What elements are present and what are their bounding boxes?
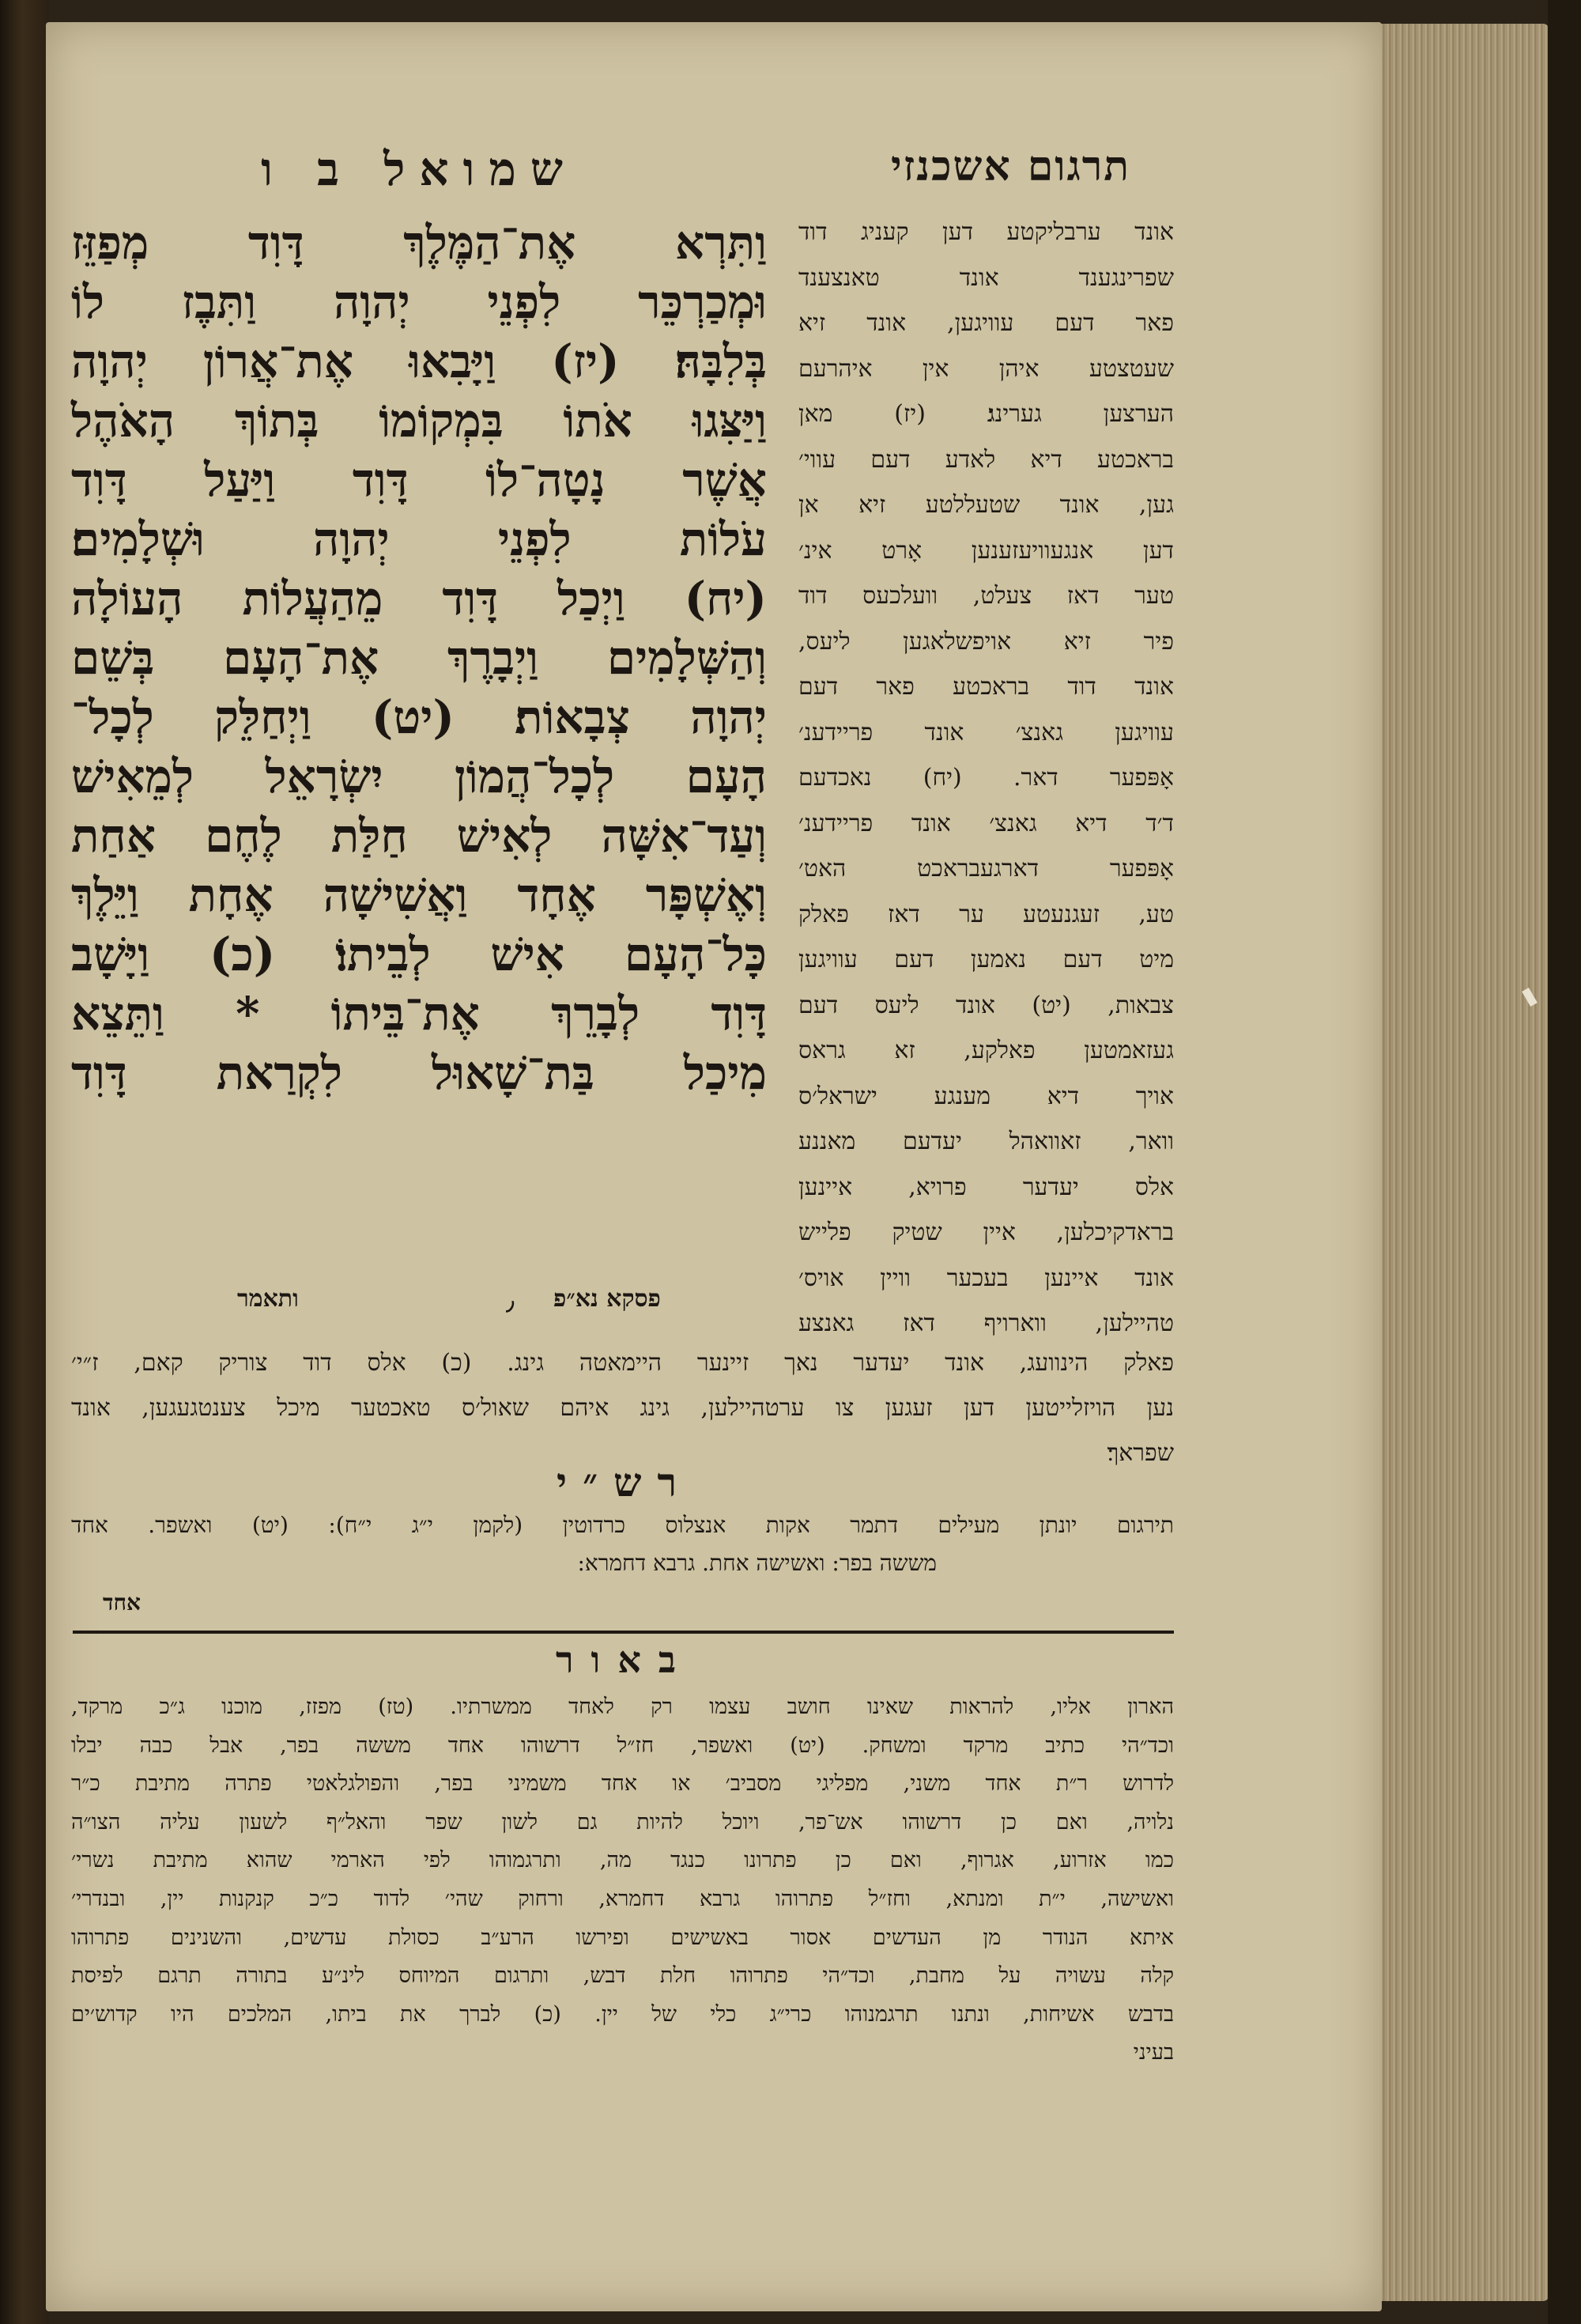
rashi-line: מששה בפר: ואשישה אחת. גרבא דחמרא: xyxy=(577,1550,937,1576)
side-line: פיר זיא אויפשלאגען ליעס, xyxy=(798,627,1174,656)
side-line: בראכטע דיא לאדע דעם עווי׳ xyxy=(798,445,1174,474)
side-line: שעטצטע איהן אין איהרעם xyxy=(798,354,1174,383)
main-line: מִיכַל בַּת־שָׁאוּל לִקְרַאת דָּוִד xyxy=(71,1046,767,1100)
main-line: וְהַשְּׁלָמִים וַיְבָרֶךְ אֶת־הָעָם בְּשֵׁם xyxy=(71,631,767,685)
translation-continuation xyxy=(71,1340,1174,1476)
side-line: ד׳ד דיא גאנצ׳ אונד פריידענ׳ xyxy=(798,809,1174,837)
biur-line: הארון אליו, להראות שאינו חושב עצמו רק לאחד ממשרתיו. (טז) מפזז, מוכנו ג״כ מרקד, xyxy=(71,1695,1174,1719)
printer-mark: ٫ xyxy=(506,1285,515,1317)
biur-line: וכד״הי כתיב מרקד ומשחק. (יט) ואשפר, חז״ל דרשוהו אחד מששה בפר, אבל כבה יבלו xyxy=(71,1733,1174,1758)
rashi-catchword: אחד xyxy=(103,1589,141,1615)
side-line: בראדקיכלען, איין שטיק פלייש xyxy=(798,1219,1174,1246)
side-line: דען אנגעוויעזענען אָרט אינ׳ xyxy=(798,536,1174,565)
biur-line: נלויה, ואם כן דרשוהו אש־פר, ויוכל להיות גם לשון שפר והאל״ף לשעון עליה הצו״ה xyxy=(71,1809,1174,1835)
main-line: וּמְכַרְכֵּר לִפְנֵי יְהוָה וַתִּבֶז לוֹ xyxy=(71,275,767,329)
biur-line: ואשישה, י״ת ומנתא, וחז״ל פתרוהו גרבא דחמרא, ורחוק שהי׳ לדוד כ״כ קנקנות יין, ובנדרי׳ xyxy=(71,1886,1174,1911)
header-translation-title: תרגום אשכנזי xyxy=(891,142,1130,191)
side-line: צבאות, (יט) אונד ליעס דעם xyxy=(798,991,1174,1019)
main-line: וַיַּצִּגוּ אֹתוֹ בִּמְקוֹמוֹ בְּתוֹךְ הָאֹהֶל xyxy=(71,394,767,448)
main-line: בְּלִבָּהּ׃ (יז) וַיָּבִאוּ אֶת־אֲרוֹן יְהוָה xyxy=(71,334,767,388)
side-line: מיט דעם נאמען דעם עוויגען xyxy=(798,946,1174,973)
side-line: אונד איינען בעכער וויין אויס׳ xyxy=(798,1264,1174,1292)
biur-line: לדרוש ר״ת אחד משני, מפליגי מסביב׳ או אחד משמיני בפר, והפולגלאטי פתרה מתיבת כ״ר xyxy=(71,1771,1174,1797)
biur-commentary xyxy=(71,1688,1174,2073)
side-line: אונד ערבליקטע דען קעניג דוד xyxy=(798,218,1174,246)
biur-line: בדבש אשיחות, ונתנו תרגמנוהו כרי״ג כלי של יין. (כ) לברך את ביתו, המלכים היו קדוש׳ים xyxy=(71,2001,1174,2027)
side-line: עוויגען גאנצ׳ אונד פריידענ׳ xyxy=(798,718,1174,746)
side-line: הערצען גערינג׃ (יז) מאן xyxy=(798,400,1174,428)
continuation-line: נען הויזלייטען דען זעגען צו ערטהיילען, גינג איהם שאול׳ס טאכטער מיכל צענטגעגען, אונד xyxy=(71,1394,1174,1422)
main-line: יְהוָה צְבָאוֹת׃ (יט) וַיְחַלֵּק לְכָל־ xyxy=(71,690,767,744)
catchword-main: ותאמר xyxy=(237,1285,299,1313)
translation-column xyxy=(798,210,1174,1347)
biur-line: בעיני xyxy=(1133,2040,1174,2065)
main-hebrew-column xyxy=(71,214,767,1103)
binding-shadow-left xyxy=(0,0,49,2324)
biur-title: באור xyxy=(555,1638,694,1681)
page-edges xyxy=(1379,24,1549,2301)
continuation-line: פאלק הינוועג, אונד יעדער נאך זיינער היימאטה גינג. (כ) אלס דוד צוריק קאם, ז״י׳ xyxy=(71,1349,1174,1377)
side-line: שפרינגענד אונד טאנצענד xyxy=(798,263,1174,292)
biur-line: קלה עשויה על מחבת, וכד״הי פתרוהו חלת דבש, ותרגום המיוחס לינ״ע בתורה תרגם לפיסת xyxy=(71,1963,1174,1989)
main-line: אֲשֶׁר נָטָה־לוֹ דָּוִד וַיַּעַל דָּוִד xyxy=(71,453,767,507)
main-line: הָעָם לְכָל־הֲמוֹן יִשְׂרָאֵל לְמֵאִישׁ xyxy=(71,750,767,803)
side-line: טהיילען, ווארויף דאז גאנצע xyxy=(798,1309,1174,1337)
main-line: וְעַד־אִשָּׁה לְאִישׁ חַלַּת לֶחֶם אַחַת xyxy=(71,809,767,863)
verse-count: פסקא נא״פ xyxy=(553,1285,661,1313)
main-line: דָּוִד לְבָרֵךְ אֶת־בֵּיתוֹ * וַתֵּצֵא xyxy=(71,987,767,1041)
continuation-line: שפראך׃ xyxy=(1107,1439,1174,1467)
rashi-commentary xyxy=(71,1506,1174,1582)
side-line: געזאמטען פאלקע, זא גראס xyxy=(798,1037,1174,1064)
section-divider xyxy=(73,1631,1174,1634)
side-line: אלס יעדער פרויא, איינען xyxy=(798,1173,1174,1201)
biur-line: כמו אזרוע, אגרוף, ואם כן פתרונו כנגד מה, ותרגמוהו לפי הארמי שהוא מתיבת נשרי׳ xyxy=(71,1848,1174,1873)
side-line: טער דאז צעלט, וועלכעס דוד xyxy=(798,582,1174,610)
main-line: וְאֶשְׁפָּר אֶחָד וַאֲשִׁישָׁה אֶחָת וַיֵּלֶךְ xyxy=(71,868,767,922)
background-right xyxy=(1548,0,1581,2324)
side-line: אָפּפער דאר. (יח) נאכדעם xyxy=(798,764,1174,792)
side-line: אָפּפער דארגעבראכט האט׳ xyxy=(798,855,1174,882)
main-line: וַתִּרְא אֶת־הַמֶּלֶךְ דָּוִד מְפַזֵּז xyxy=(71,216,767,270)
side-line: וואר, זאוואהל יעדעם מאננע xyxy=(798,1128,1174,1155)
side-line: אונד דוד בראכטע פאר דעם xyxy=(798,673,1174,701)
header-book-title: שמואל ב ו xyxy=(261,142,577,196)
side-line: גען, אונד שטעללטע זיא אן xyxy=(798,491,1174,519)
main-line: (יח) וַיְכַל דָּוִד מֵהַעֲלוֹת הָעוֹלָה xyxy=(71,572,767,625)
rashi-title: רש״י xyxy=(556,1459,693,1506)
main-line: כָּל־הָעָם אִישׁ לְבֵיתוֹ׃ (כ) וַיָּשָׁב xyxy=(71,928,767,981)
rashi-line: תירגום יונתן מעילים דתמר אקות אנצלוס כרדוטין (לקמן י״ג י״ח): (יט) ואשפר. אחד xyxy=(71,1512,1174,1538)
side-line: אויך דיא מענגע ישראל׳ס xyxy=(798,1082,1174,1110)
side-line: טע, זעגנעטע ער דאז פאלק xyxy=(798,900,1174,928)
biur-line: איתא הנודר מן העדשים אסור באשישים ופירשו הרע״ב כסולת עדשים, והשנינים פתרוהו xyxy=(71,1925,1174,1950)
side-line: פאר דעם עוויגען, אונד זיא xyxy=(798,309,1174,337)
main-line: עֹלוֹת לִפְנֵי יְהוָה וּשְׁלָמִים׃ xyxy=(71,512,767,566)
